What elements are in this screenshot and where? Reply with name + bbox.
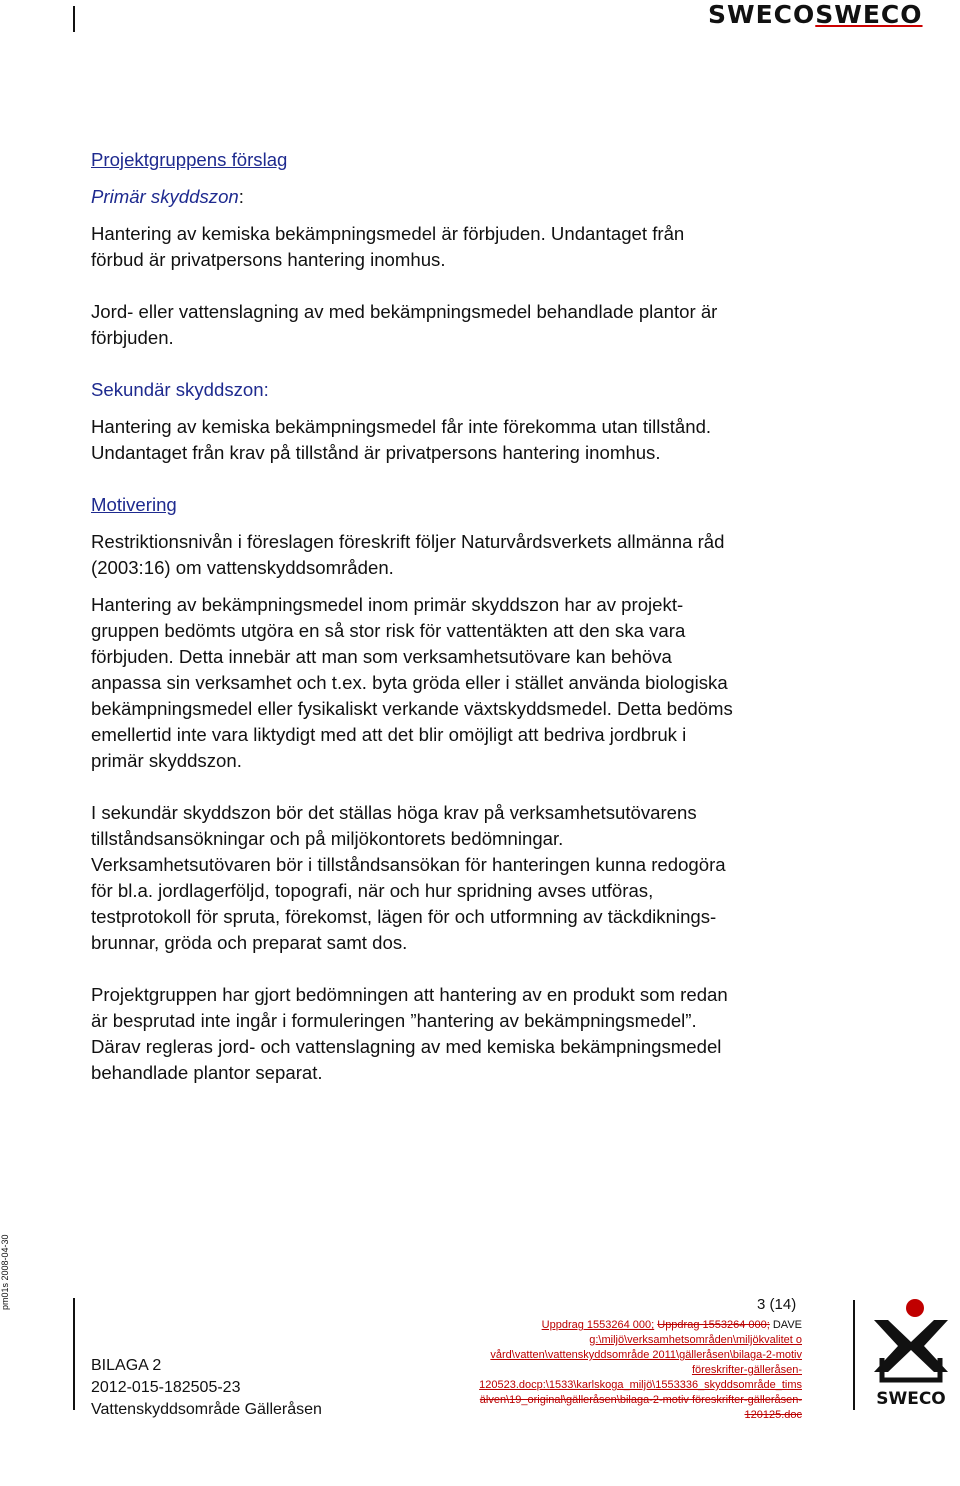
line: testprotokoll för spruta, förekomst, lägen för och utformning av täckdiknings- [91, 906, 717, 927]
secondary-zone-label: Sekundär skyddszon: [91, 379, 269, 400]
line: Restriktionsnivån i föreslagen föreskrift följer Naturvårdsverkets allmänna råd [91, 531, 725, 552]
section-heading: Projektgruppens förslag [91, 149, 288, 170]
assignment-line [440, 1318, 802, 1333]
line: (2003:16) om vattenskyddsområden. [91, 557, 394, 578]
line: Projektgruppen har gjort bedömningen att hantering av en produkt som redan [91, 984, 728, 1005]
line: Undantaget från krav på tillstånd är privatpersons hantering inomhus. [91, 442, 661, 463]
path-text: 120523.docp:\1533\karlskoga_miljö\1553336_skyddsområde_tims [479, 1379, 802, 1391]
revision-references [440, 1318, 802, 1423]
secondary-paragraph-1 [91, 414, 811, 466]
footer-rule-right [853, 1300, 855, 1410]
path-line [440, 1333, 802, 1348]
emblem-dot [906, 1299, 924, 1317]
path-line [440, 1408, 802, 1423]
document-info [91, 1355, 322, 1421]
line: tillståndsansökningar och på miljökontorets bedömningar. [91, 828, 564, 849]
line: primär skyddszon. [91, 750, 242, 771]
line: Därav regleras jord- och vattenslagning av med kemiska bekämpningsmedel [91, 1036, 722, 1057]
line: förbud är privatpersons hantering inomhus. [91, 249, 446, 270]
assignment-new: Uppdrag 1553264 000; [541, 1319, 655, 1331]
path-line [440, 1378, 802, 1393]
line: Hantering av kemiska bekämpningsmedel får inte förekomma utan tillstånd. [91, 416, 712, 437]
motivation-paragraph-4 [91, 982, 811, 1086]
line: gruppen bedömts utgöra en så stor risk för vattentäkten att den ska vara [91, 620, 686, 641]
motivation-paragraph-2 [91, 592, 811, 774]
page-number: 3 (14) [757, 1296, 797, 1313]
doc-number: 2012-015-182505-23 [91, 1379, 241, 1396]
line: emellertid inte vara liktydigt med att det blir omöjligt att bedriva jordbruk i [91, 724, 687, 745]
line: Jord- eller vattenslagning av med bekämpningsmedel behandlade plantor är [91, 301, 718, 322]
emblem-text: SWECO [876, 1389, 946, 1409]
line: Hantering av kemiska bekämpningsmedel är förbjuden. Undantaget från [91, 223, 685, 244]
path-line [440, 1348, 802, 1363]
line: anpassa sin verksamhet och t.ex. byta gröda eller i stället använda biologiska [91, 672, 728, 693]
logo-text-1: SWECO [708, 0, 816, 29]
primary-zone-colon: : [238, 186, 244, 207]
emblem-cross [874, 1320, 948, 1372]
path-text: älven\19_original\gälleråsen\bilaga-2-motiv föreskrifter-gälleråsen- [479, 1394, 802, 1406]
primary-paragraph-2 [91, 299, 811, 351]
primary-zone-label-text: Primär skyddszon [91, 186, 239, 207]
path-line [440, 1363, 802, 1378]
logo-text-2: SWECO [815, 0, 923, 29]
path-text: g:\miljö\verksamhetsområden\miljökvalitet o [589, 1334, 802, 1346]
footer-rule-left [73, 1298, 75, 1410]
line: förbjuden. [91, 327, 174, 348]
line: Verksamhetsutövaren bör i tillståndsansökan för hanteringen kunna redogöra [91, 854, 726, 875]
author-code: DAVE [772, 1319, 802, 1331]
doc-label: BILAGA 2 [91, 1357, 162, 1374]
primary-zone-label [91, 184, 811, 210]
line: bekämpningsmedel eller fysikaliskt verkande växtskyddsmedel. Detta bedöms [91, 698, 733, 719]
sweco-emblem-logo [868, 1298, 954, 1410]
motivation-heading: Motivering [91, 494, 177, 515]
motivation-paragraph-1 [91, 529, 811, 581]
line: brunnar, gröda och preparat samt dos. [91, 932, 408, 953]
motivation-paragraph-3 [91, 800, 811, 956]
sweco-header-logo [708, 0, 923, 29]
primary-paragraph-1 [91, 221, 811, 273]
line: för bl.a. jordlagerföljd, topografi, när och hur spridning avses utföras, [91, 880, 654, 901]
line: Hantering av bekämpningsmedel inom primär skyddszon har av projekt- [91, 594, 684, 615]
line: behandlade plantor separat. [91, 1062, 323, 1083]
header-rule [73, 6, 75, 32]
line: förbjuden. Detta innebär att man som verksamhetsutövare kan behöva [91, 646, 672, 667]
line: är besprutad inte ingår i formuleringen ”hantering av bekämpningsmedel”. [91, 1010, 697, 1031]
doc-title: Vattenskyddsområde Gälleråsen [91, 1401, 322, 1418]
path-line [440, 1393, 802, 1408]
path-text: 120125.doc [744, 1409, 802, 1421]
path-text: föreskrifter-gälleråsen- [691, 1364, 802, 1376]
side-code: pm01s 2008-04-30 [0, 1234, 10, 1310]
path-text: vård\vatten\vattenskyddsområde 2011\gälleråsen\bilaga-2-motiv [490, 1349, 802, 1361]
document-body [91, 147, 811, 1086]
assignment-old: Uppdrag 1553264 000; [657, 1319, 770, 1331]
line: I sekundär skyddszon bör det ställas höga krav på verksamhetsutövarens [91, 802, 697, 823]
